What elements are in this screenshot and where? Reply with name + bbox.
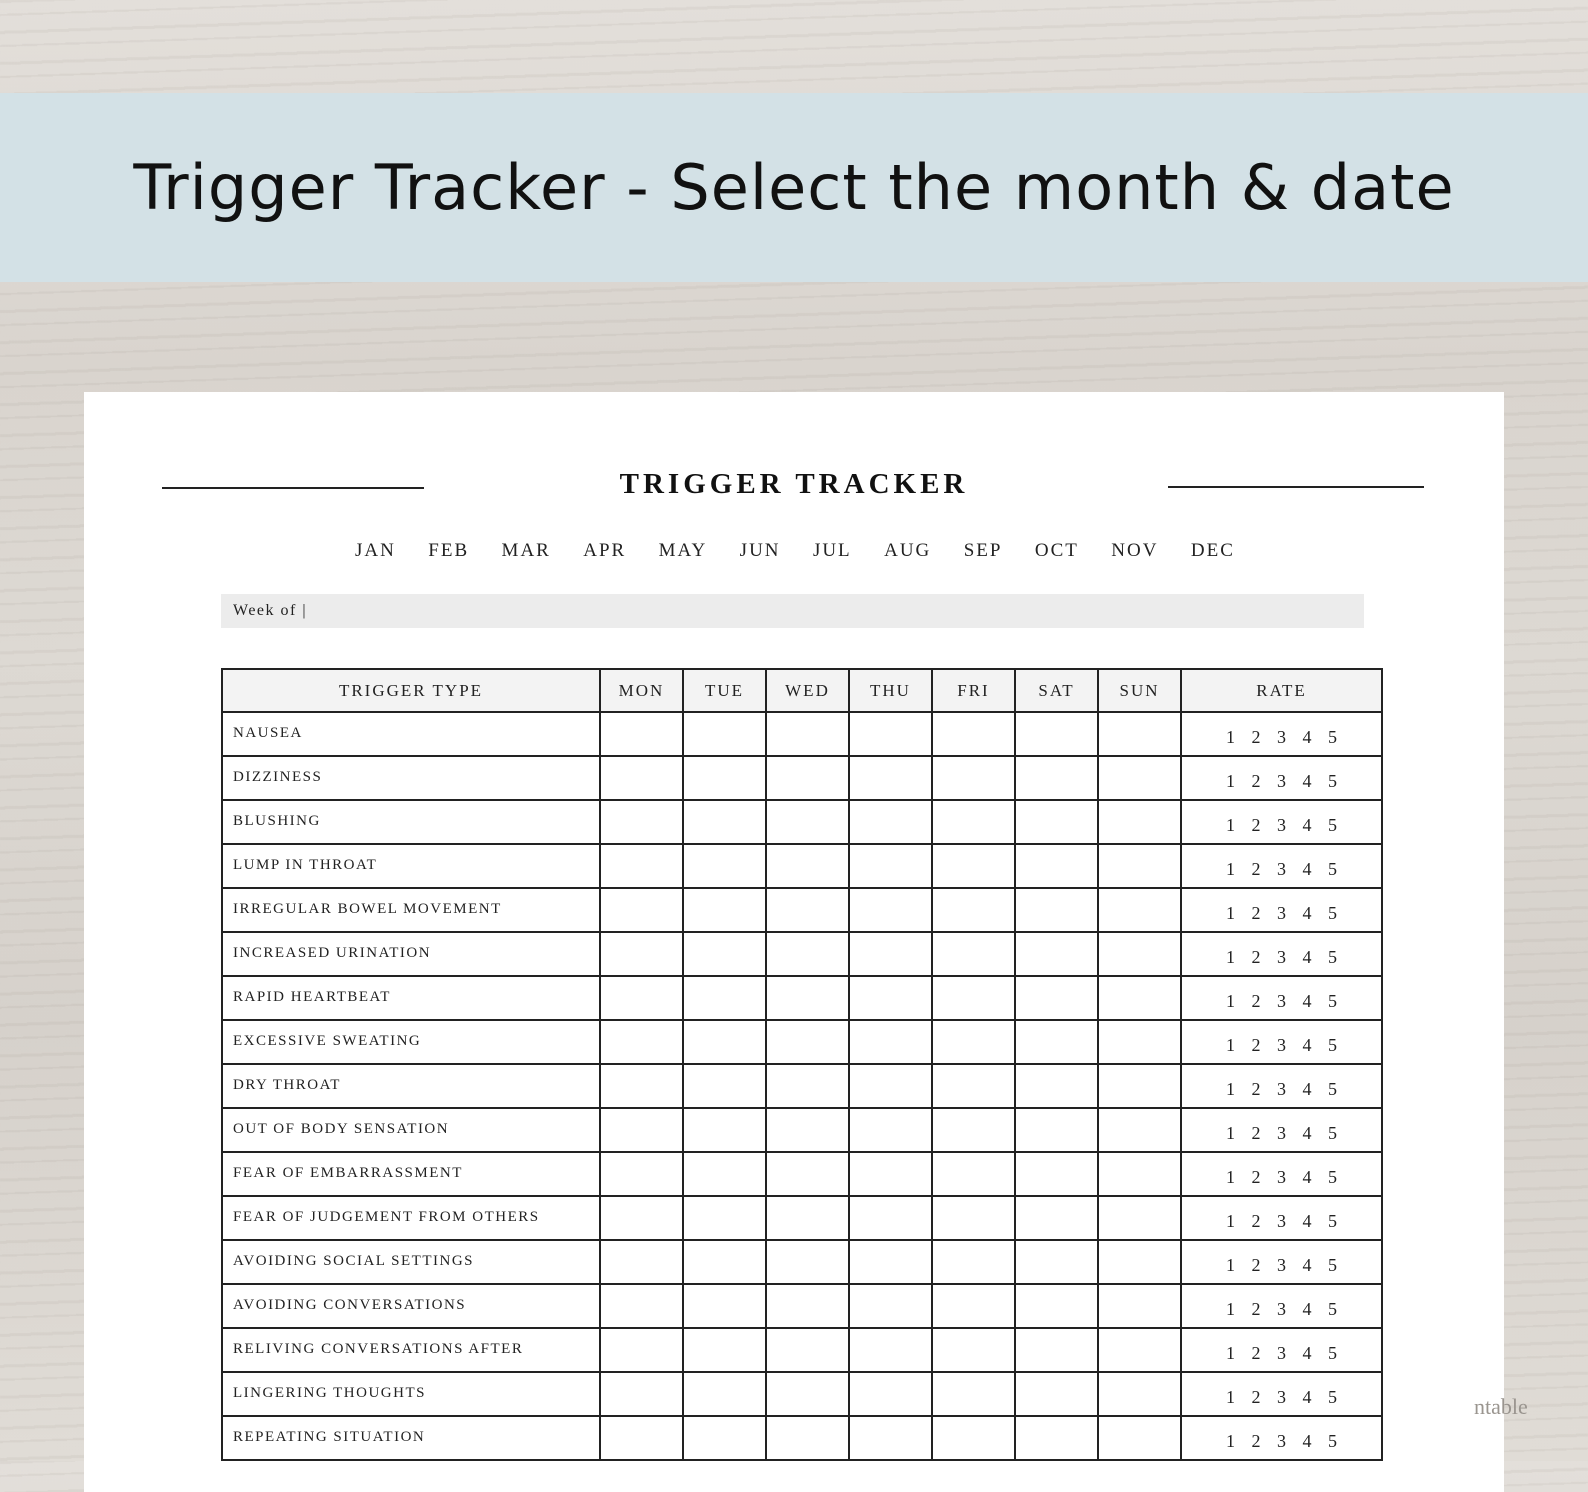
day-checkbox-cell[interactable] bbox=[683, 1108, 766, 1152]
day-checkbox-cell[interactable] bbox=[849, 888, 932, 932]
day-checkbox-cell[interactable] bbox=[766, 800, 849, 844]
day-checkbox-cell[interactable] bbox=[1098, 1108, 1181, 1152]
day-checkbox-cell[interactable] bbox=[683, 1416, 766, 1460]
day-checkbox-cell[interactable] bbox=[1098, 1372, 1181, 1416]
day-checkbox-cell[interactable] bbox=[1015, 1064, 1098, 1108]
rating-cell[interactable]: 1 2 3 4 5 bbox=[1181, 844, 1382, 888]
day-checkbox-cell[interactable] bbox=[849, 1020, 932, 1064]
day-checkbox-cell[interactable] bbox=[683, 1372, 766, 1416]
month-dec[interactable]: DEC bbox=[1190, 540, 1235, 561]
month-oct[interactable]: OCT bbox=[1034, 540, 1079, 561]
rating-cell[interactable]: 1 2 3 4 5 bbox=[1181, 1152, 1382, 1196]
day-checkbox-cell[interactable] bbox=[932, 1152, 1015, 1196]
rating-cell[interactable]: 1 2 3 4 5 bbox=[1181, 1064, 1382, 1108]
day-checkbox-cell[interactable] bbox=[849, 1108, 932, 1152]
day-checkbox-cell[interactable] bbox=[1098, 888, 1181, 932]
day-checkbox-cell[interactable] bbox=[600, 1372, 683, 1416]
day-checkbox-cell[interactable] bbox=[683, 1064, 766, 1108]
day-checkbox-cell[interactable] bbox=[1098, 1196, 1181, 1240]
day-checkbox-cell[interactable] bbox=[766, 1372, 849, 1416]
day-checkbox-cell[interactable] bbox=[600, 1108, 683, 1152]
table-row bbox=[222, 844, 1382, 888]
table-row bbox=[222, 1108, 1382, 1152]
trigger-table bbox=[221, 668, 1383, 1461]
table-row bbox=[222, 1064, 1382, 1108]
day-checkbox-cell[interactable] bbox=[600, 1064, 683, 1108]
day-checkbox-cell[interactable] bbox=[932, 844, 1015, 888]
day-checkbox-cell[interactable] bbox=[1015, 1372, 1098, 1416]
day-checkbox-cell[interactable] bbox=[1015, 1240, 1098, 1284]
rating-cell[interactable]: 1 2 3 4 5 bbox=[1181, 932, 1382, 976]
rating-cell[interactable]: 1 2 3 4 5 bbox=[1181, 1284, 1382, 1328]
month-jan[interactable]: JAN bbox=[355, 540, 396, 561]
day-checkbox-cell[interactable] bbox=[849, 756, 932, 800]
day-checkbox-cell[interactable] bbox=[849, 712, 932, 756]
trigger-type-cell: BLUSHING bbox=[222, 800, 600, 844]
table-row bbox=[222, 932, 1382, 976]
day-checkbox-cell[interactable] bbox=[600, 800, 683, 844]
day-checkbox-cell[interactable] bbox=[683, 976, 766, 1020]
rating-cell[interactable]: 1 2 3 4 5 bbox=[1181, 1372, 1382, 1416]
day-checkbox-cell[interactable] bbox=[766, 756, 849, 800]
column-header-thu: THU bbox=[849, 669, 932, 712]
day-checkbox-cell[interactable] bbox=[600, 1328, 683, 1372]
month-aug[interactable]: AUG bbox=[884, 540, 932, 561]
day-checkbox-cell[interactable] bbox=[1015, 756, 1098, 800]
watermark: ntable bbox=[1474, 1394, 1528, 1419]
day-checkbox-cell[interactable] bbox=[600, 1416, 683, 1460]
rating-cell[interactable]: 1 2 3 4 5 bbox=[1181, 1328, 1382, 1372]
column-header-trigger-type: TRIGGER TYPE bbox=[222, 669, 600, 712]
day-checkbox-cell[interactable] bbox=[849, 976, 932, 1020]
day-checkbox-cell[interactable] bbox=[932, 976, 1015, 1020]
day-checkbox-cell[interactable] bbox=[1098, 1064, 1181, 1108]
trigger-type-cell: NAUSEA bbox=[222, 712, 600, 756]
month-selector bbox=[355, 540, 1235, 562]
day-checkbox-cell[interactable] bbox=[1098, 756, 1181, 800]
day-checkbox-cell[interactable] bbox=[1098, 1328, 1181, 1372]
day-checkbox-cell[interactable] bbox=[683, 1328, 766, 1372]
table-row bbox=[222, 756, 1382, 800]
month-may[interactable]: MAY bbox=[658, 540, 708, 561]
trigger-type-cell: INCREASED URINATION bbox=[222, 932, 600, 976]
day-checkbox-cell[interactable] bbox=[932, 712, 1015, 756]
day-checkbox-cell[interactable] bbox=[1015, 712, 1098, 756]
day-checkbox-cell[interactable] bbox=[1098, 1152, 1181, 1196]
day-checkbox-cell[interactable] bbox=[1098, 976, 1181, 1020]
day-checkbox-cell[interactable] bbox=[766, 1328, 849, 1372]
day-checkbox-cell[interactable] bbox=[766, 1152, 849, 1196]
table-row bbox=[222, 1328, 1382, 1372]
rating-cell[interactable]: 1 2 3 4 5 bbox=[1181, 1020, 1382, 1064]
day-checkbox-cell[interactable] bbox=[849, 1328, 932, 1372]
column-header-tue: TUE bbox=[683, 669, 766, 712]
day-checkbox-cell[interactable] bbox=[932, 756, 1015, 800]
day-checkbox-cell[interactable] bbox=[849, 1064, 932, 1108]
day-checkbox-cell[interactable] bbox=[683, 1240, 766, 1284]
table-row bbox=[222, 1152, 1382, 1196]
column-header-mon: MON bbox=[600, 669, 683, 712]
day-checkbox-cell[interactable] bbox=[600, 976, 683, 1020]
month-jul[interactable]: JUL bbox=[812, 540, 852, 561]
month-jun[interactable]: JUN bbox=[739, 540, 781, 561]
day-checkbox-cell[interactable] bbox=[683, 1196, 766, 1240]
trigger-type-cell: DIZZINESS bbox=[222, 756, 600, 800]
day-checkbox-cell[interactable] bbox=[1015, 932, 1098, 976]
column-header-sat: SAT bbox=[1015, 669, 1098, 712]
day-checkbox-cell[interactable] bbox=[1098, 800, 1181, 844]
day-checkbox-cell[interactable] bbox=[766, 712, 849, 756]
day-checkbox-cell[interactable] bbox=[932, 1328, 1015, 1372]
day-checkbox-cell[interactable] bbox=[932, 1416, 1015, 1460]
day-checkbox-cell[interactable] bbox=[932, 1108, 1015, 1152]
day-checkbox-cell[interactable] bbox=[600, 1284, 683, 1328]
day-checkbox-cell[interactable] bbox=[766, 1064, 849, 1108]
day-checkbox-cell[interactable] bbox=[766, 976, 849, 1020]
day-checkbox-cell[interactable] bbox=[1015, 1152, 1098, 1196]
column-header-rate: RATE bbox=[1181, 669, 1382, 712]
day-checkbox-cell[interactable] bbox=[683, 1020, 766, 1064]
table-row bbox=[222, 1284, 1382, 1328]
trigger-type-cell: AVOIDING CONVERSATIONS bbox=[222, 1284, 600, 1328]
day-checkbox-cell[interactable] bbox=[1098, 712, 1181, 756]
day-checkbox-cell[interactable] bbox=[600, 712, 683, 756]
week-of-field[interactable] bbox=[221, 594, 1364, 628]
day-checkbox-cell[interactable] bbox=[932, 1240, 1015, 1284]
day-checkbox-cell[interactable] bbox=[766, 844, 849, 888]
banner-title: Trigger Tracker - Select the month & date bbox=[133, 151, 1455, 224]
day-checkbox-cell[interactable] bbox=[683, 1152, 766, 1196]
day-checkbox-cell[interactable] bbox=[849, 800, 932, 844]
week-of-label: Week of | bbox=[233, 602, 308, 619]
day-checkbox-cell[interactable] bbox=[849, 1416, 932, 1460]
rating-cell[interactable]: 1 2 3 4 5 bbox=[1181, 800, 1382, 844]
month-feb[interactable]: FEB bbox=[428, 540, 470, 561]
trigger-type-cell: LINGERING THOUGHTS bbox=[222, 1372, 600, 1416]
day-checkbox-cell[interactable] bbox=[849, 844, 932, 888]
day-checkbox-cell[interactable] bbox=[766, 1020, 849, 1064]
trigger-type-cell: IRREGULAR BOWEL MOVEMENT bbox=[222, 888, 600, 932]
day-checkbox-cell[interactable] bbox=[932, 1064, 1015, 1108]
day-checkbox-cell[interactable] bbox=[766, 1196, 849, 1240]
rating-cell[interactable]: 1 2 3 4 5 bbox=[1181, 712, 1382, 756]
day-checkbox-cell[interactable] bbox=[1015, 976, 1098, 1020]
day-checkbox-cell[interactable] bbox=[766, 1240, 849, 1284]
day-checkbox-cell[interactable] bbox=[683, 1284, 766, 1328]
day-checkbox-cell[interactable] bbox=[1015, 1284, 1098, 1328]
table-row bbox=[222, 976, 1382, 1020]
day-checkbox-cell[interactable] bbox=[849, 1284, 932, 1328]
day-checkbox-cell[interactable] bbox=[683, 888, 766, 932]
day-checkbox-cell[interactable] bbox=[600, 1196, 683, 1240]
day-checkbox-cell[interactable] bbox=[600, 844, 683, 888]
month-sep[interactable]: SEP bbox=[963, 540, 1003, 561]
day-checkbox-cell[interactable] bbox=[1098, 932, 1181, 976]
trigger-type-cell: FEAR OF JUDGEMENT FROM OTHERS bbox=[222, 1196, 600, 1240]
day-checkbox-cell[interactable] bbox=[766, 1416, 849, 1460]
trigger-type-cell: RELIVING CONVERSATIONS AFTER bbox=[222, 1328, 600, 1372]
day-checkbox-cell[interactable] bbox=[766, 888, 849, 932]
rating-cell[interactable]: 1 2 3 4 5 bbox=[1181, 1196, 1382, 1240]
rating-cell[interactable]: 1 2 3 4 5 bbox=[1181, 1416, 1382, 1460]
day-checkbox-cell[interactable] bbox=[849, 1152, 932, 1196]
day-checkbox-cell[interactable] bbox=[932, 1020, 1015, 1064]
day-checkbox-cell[interactable] bbox=[766, 932, 849, 976]
day-checkbox-cell[interactable] bbox=[1098, 1284, 1181, 1328]
month-mar[interactable]: MAR bbox=[501, 540, 551, 561]
table-row bbox=[222, 1196, 1382, 1240]
table-row bbox=[222, 1372, 1382, 1416]
day-checkbox-cell[interactable] bbox=[849, 1240, 932, 1284]
table-row bbox=[222, 1416, 1382, 1460]
day-checkbox-cell[interactable] bbox=[683, 932, 766, 976]
trigger-type-cell: DRY THROAT bbox=[222, 1064, 600, 1108]
day-checkbox-cell[interactable] bbox=[1015, 888, 1098, 932]
column-header-sun: SUN bbox=[1098, 669, 1181, 712]
document-title: TRIGGER TRACKER bbox=[619, 468, 969, 500]
day-checkbox-cell[interactable] bbox=[932, 1372, 1015, 1416]
trigger-type-cell: FEAR OF EMBARRASSMENT bbox=[222, 1152, 600, 1196]
day-checkbox-cell[interactable] bbox=[1098, 1020, 1181, 1064]
day-checkbox-cell[interactable] bbox=[932, 800, 1015, 844]
month-nov[interactable]: NOV bbox=[1111, 540, 1159, 561]
day-checkbox-cell[interactable] bbox=[1015, 1416, 1098, 1460]
trigger-type-cell: OUT OF BODY SENSATION bbox=[222, 1108, 600, 1152]
day-checkbox-cell[interactable] bbox=[932, 1284, 1015, 1328]
day-checkbox-cell[interactable] bbox=[683, 800, 766, 844]
day-checkbox-cell[interactable] bbox=[932, 1196, 1015, 1240]
rating-cell[interactable]: 1 2 3 4 5 bbox=[1181, 1108, 1382, 1152]
month-apr[interactable]: APR bbox=[583, 540, 627, 561]
day-checkbox-cell[interactable] bbox=[932, 888, 1015, 932]
trigger-type-cell: EXCESSIVE SWEATING bbox=[222, 1020, 600, 1064]
column-header-fri: FRI bbox=[932, 669, 1015, 712]
column-header-wed: WED bbox=[766, 669, 849, 712]
day-checkbox-cell[interactable] bbox=[600, 1240, 683, 1284]
table-header-row bbox=[222, 669, 1382, 712]
day-checkbox-cell[interactable] bbox=[1098, 1416, 1181, 1460]
rating-cell[interactable]: 1 2 3 4 5 bbox=[1181, 976, 1382, 1020]
table-row bbox=[222, 800, 1382, 844]
trigger-type-cell: RAPID HEARTBEAT bbox=[222, 976, 600, 1020]
day-checkbox-cell[interactable] bbox=[1015, 1108, 1098, 1152]
trigger-type-cell: LUMP IN THROAT bbox=[222, 844, 600, 888]
day-checkbox-cell[interactable] bbox=[600, 932, 683, 976]
day-checkbox-cell[interactable] bbox=[766, 1108, 849, 1152]
table-row bbox=[222, 1240, 1382, 1284]
day-checkbox-cell[interactable] bbox=[766, 1284, 849, 1328]
day-checkbox-cell[interactable] bbox=[600, 1152, 683, 1196]
trigger-type-cell: AVOIDING SOCIAL SETTINGS bbox=[222, 1240, 600, 1284]
day-checkbox-cell[interactable] bbox=[849, 1196, 932, 1240]
day-checkbox-cell[interactable] bbox=[849, 1372, 932, 1416]
trigger-type-cell: REPEATING SITUATION bbox=[222, 1416, 600, 1460]
day-checkbox-cell[interactable] bbox=[1015, 1020, 1098, 1064]
banner bbox=[0, 93, 1588, 282]
rating-cell[interactable]: 1 2 3 4 5 bbox=[1181, 888, 1382, 932]
day-checkbox-cell[interactable] bbox=[1015, 800, 1098, 844]
day-checkbox-cell[interactable] bbox=[849, 932, 932, 976]
table-row bbox=[222, 712, 1382, 756]
day-checkbox-cell[interactable] bbox=[683, 756, 766, 800]
day-checkbox-cell[interactable] bbox=[683, 712, 766, 756]
day-checkbox-cell[interactable] bbox=[683, 844, 766, 888]
day-checkbox-cell[interactable] bbox=[1015, 1328, 1098, 1372]
day-checkbox-cell[interactable] bbox=[1098, 844, 1181, 888]
day-checkbox-cell[interactable] bbox=[600, 1020, 683, 1064]
day-checkbox-cell[interactable] bbox=[1098, 1240, 1181, 1284]
day-checkbox-cell[interactable] bbox=[600, 888, 683, 932]
rating-cell[interactable]: 1 2 3 4 5 bbox=[1181, 1240, 1382, 1284]
day-checkbox-cell[interactable] bbox=[1015, 1196, 1098, 1240]
table-row bbox=[222, 888, 1382, 932]
day-checkbox-cell[interactable] bbox=[932, 932, 1015, 976]
day-checkbox-cell[interactable] bbox=[1015, 844, 1098, 888]
day-checkbox-cell[interactable] bbox=[600, 756, 683, 800]
rating-cell[interactable]: 1 2 3 4 5 bbox=[1181, 756, 1382, 800]
table-row bbox=[222, 1020, 1382, 1064]
